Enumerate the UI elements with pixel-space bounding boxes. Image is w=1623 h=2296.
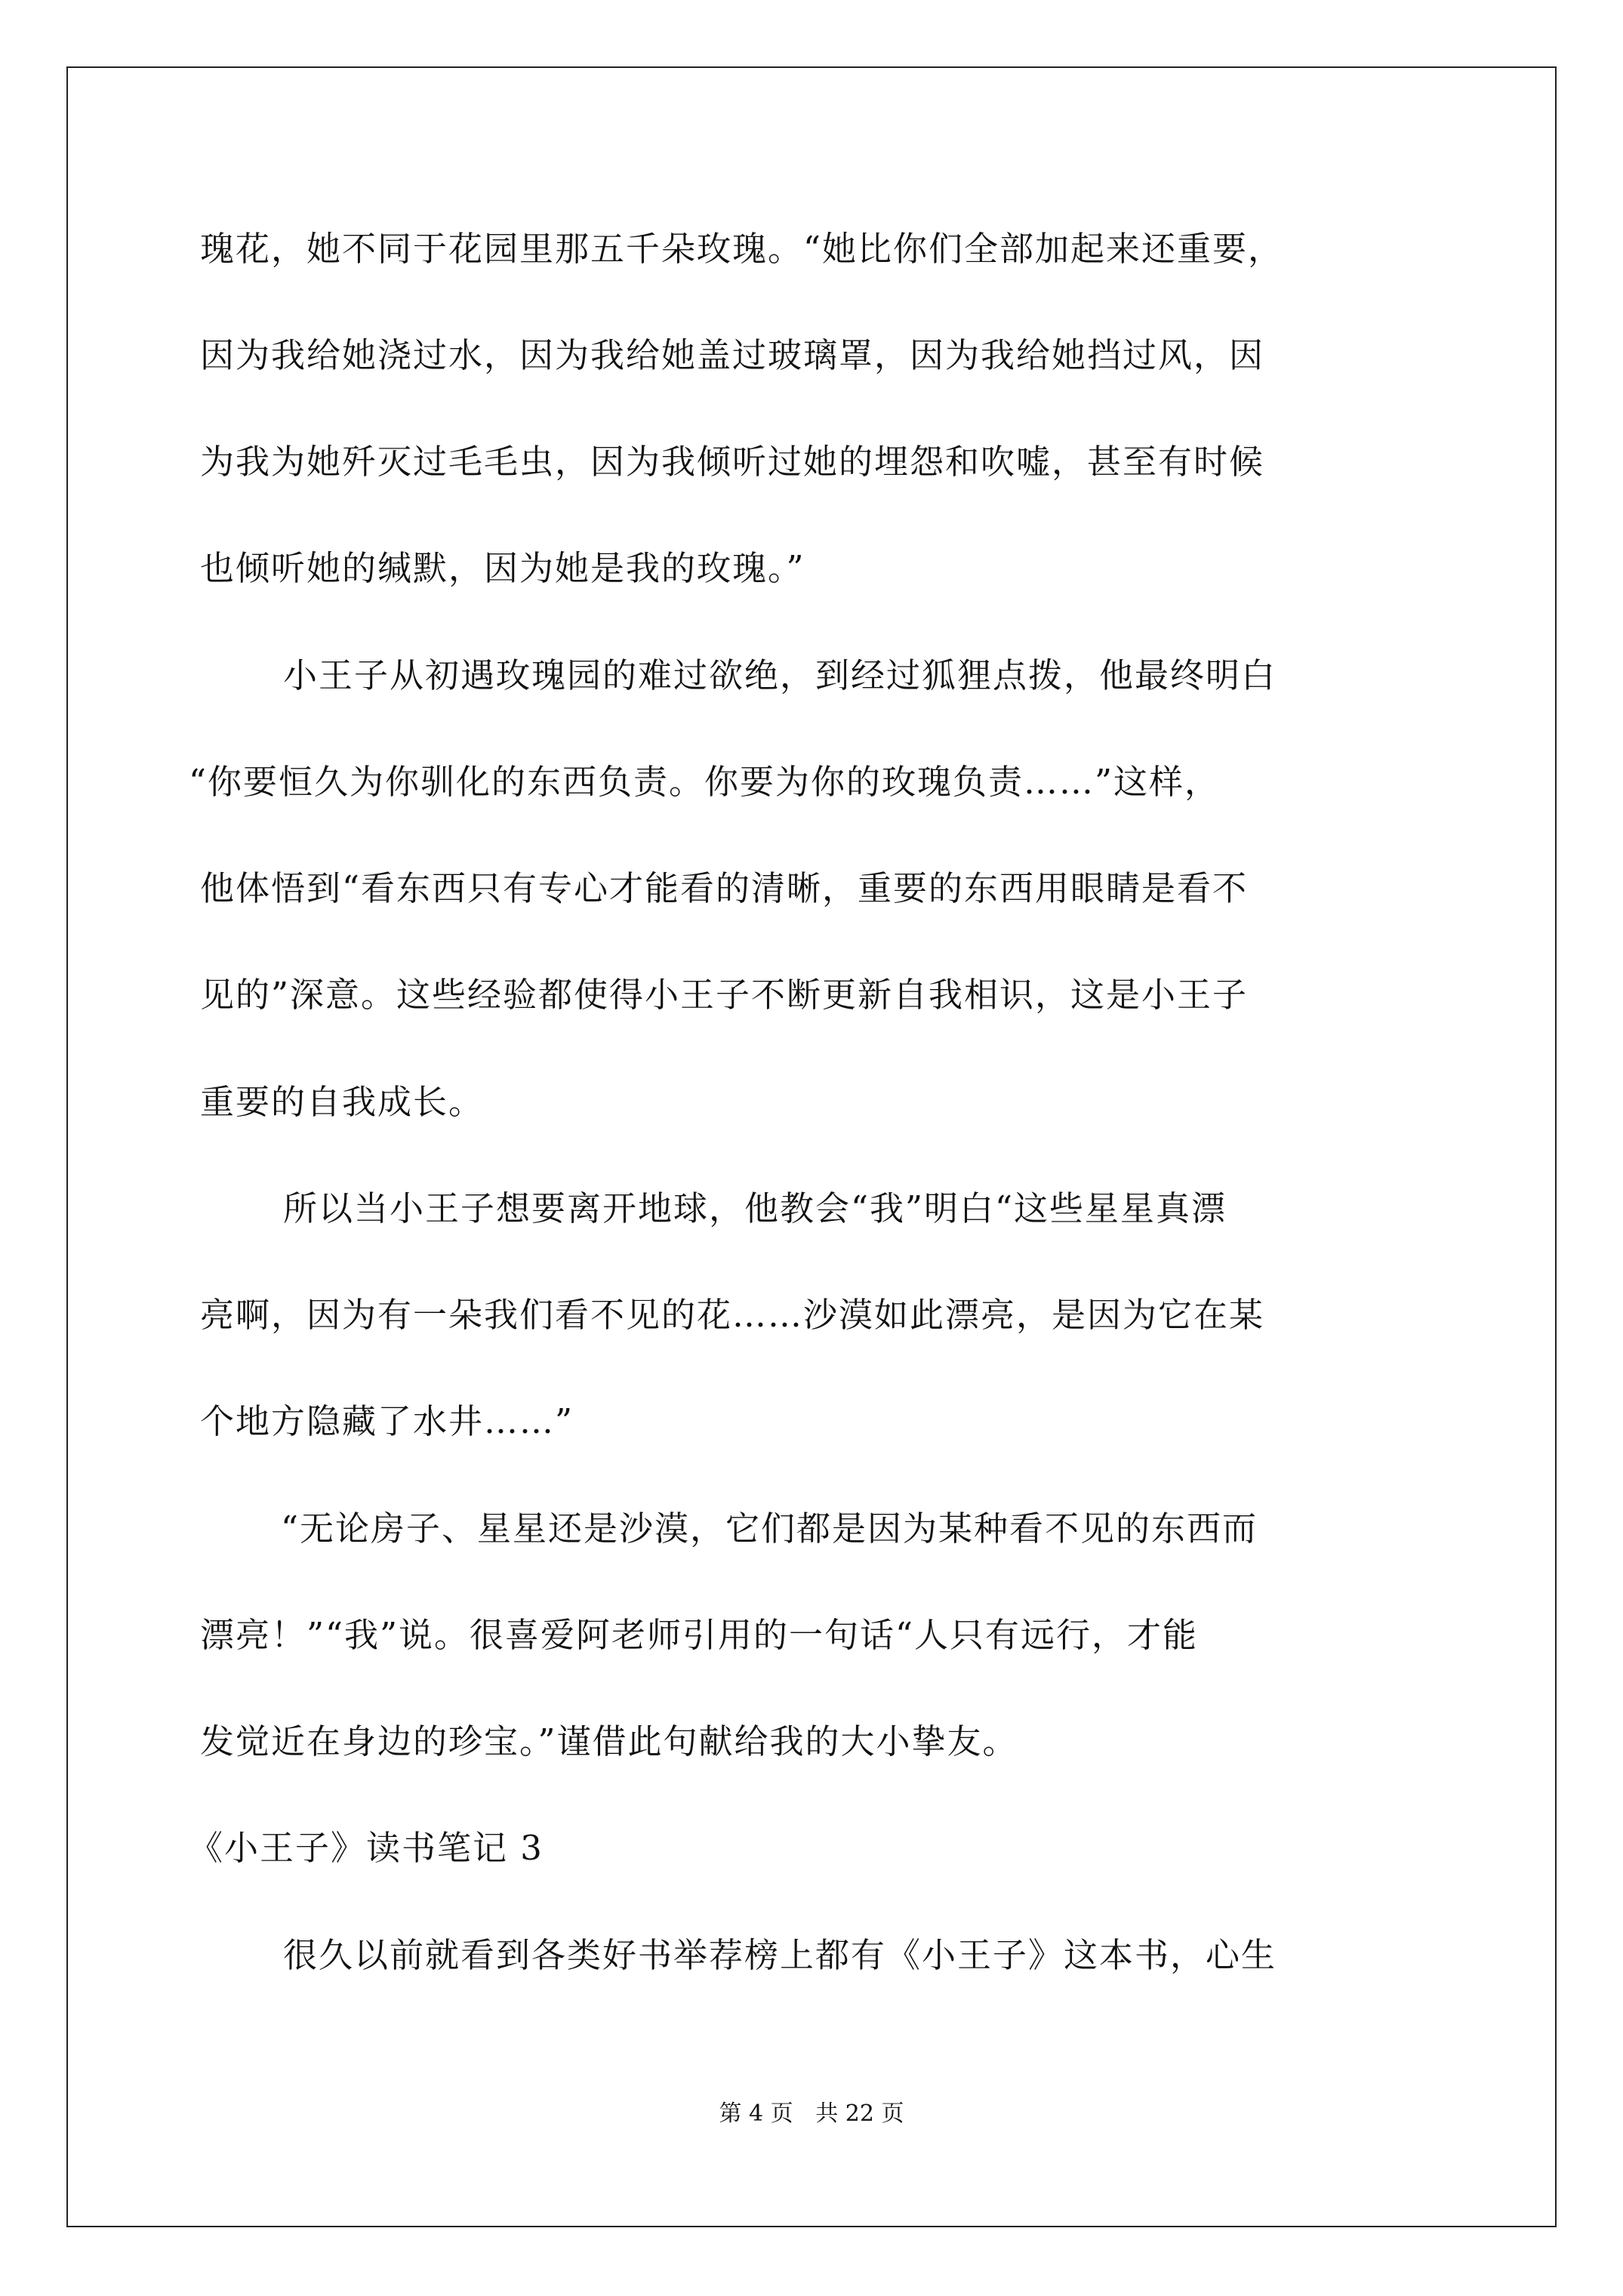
text-line: 重要的自我成长。 bbox=[200, 1082, 485, 1122]
paragraph-first-line: 小王子从初遇玫瑰园的难过欲绝，到经过狐狸点拨，他最终明白 bbox=[283, 655, 1277, 695]
text-line: 他体悟到“看东西只有专心才能看的清晰，重要的东西用眼睛是看不 bbox=[200, 868, 1249, 908]
paragraph-first-line: “无论房子、星星还是沙漠，它们都是因为某种看不见的东西而 bbox=[281, 1509, 1258, 1549]
page-total: 共 22 页 bbox=[815, 2100, 904, 2127]
text-line: 漂亮！”“我”说。很喜爱阿老师引用的一句话“人只有远行，才能 bbox=[200, 1615, 1199, 1655]
text-line: 也倾听她的缄默，因为她是我的玫瑰。” bbox=[200, 548, 805, 588]
page-footer bbox=[0, 2099, 1623, 2129]
text-line: 因为我给她浇过水，因为我给她盖过玻璃罩，因为我给她挡过风，因 bbox=[200, 335, 1265, 375]
section-heading: 《小王子》读书笔记 3 bbox=[189, 1828, 544, 1868]
text-line: 发觉近在身边的珍宝。”谨借此句献给我的大小挚友。 bbox=[200, 1721, 1018, 1761]
page-number: 第 4 页 bbox=[719, 2100, 793, 2127]
paragraph-first-line: 所以当小王子想要离开地球，他教会“我”明白“这些星星真漂 bbox=[283, 1188, 1227, 1228]
text-line: 个地方隐藏了水井……” bbox=[200, 1401, 574, 1441]
page-border bbox=[66, 66, 1557, 2227]
text-line: 见的”深意。这些经验都使得小王子不断更新自我相识，这是小王子 bbox=[200, 975, 1249, 1015]
text-line: “你要恒久为你驯化的东西负责。你要为你的玫瑰负责……”这样， bbox=[189, 762, 1221, 802]
text-line: 为我为她歼灭过毛毛虫，因为我倾听过她的埋怨和吹嘘，甚至有时候 bbox=[200, 442, 1265, 482]
text-line: 瑰花，她不同于花园里那五千朵玫瑰。“她比你们全部加起来还重要， bbox=[200, 229, 1284, 269]
paragraph-first-line: 很久以前就看到各类好书举荐榜上都有《小王子》这本书，心生 bbox=[283, 1935, 1277, 1975]
text-line: 亮啊，因为有一朵我们看不见的花……沙漠如此漂亮，是因为它在某 bbox=[200, 1295, 1265, 1335]
